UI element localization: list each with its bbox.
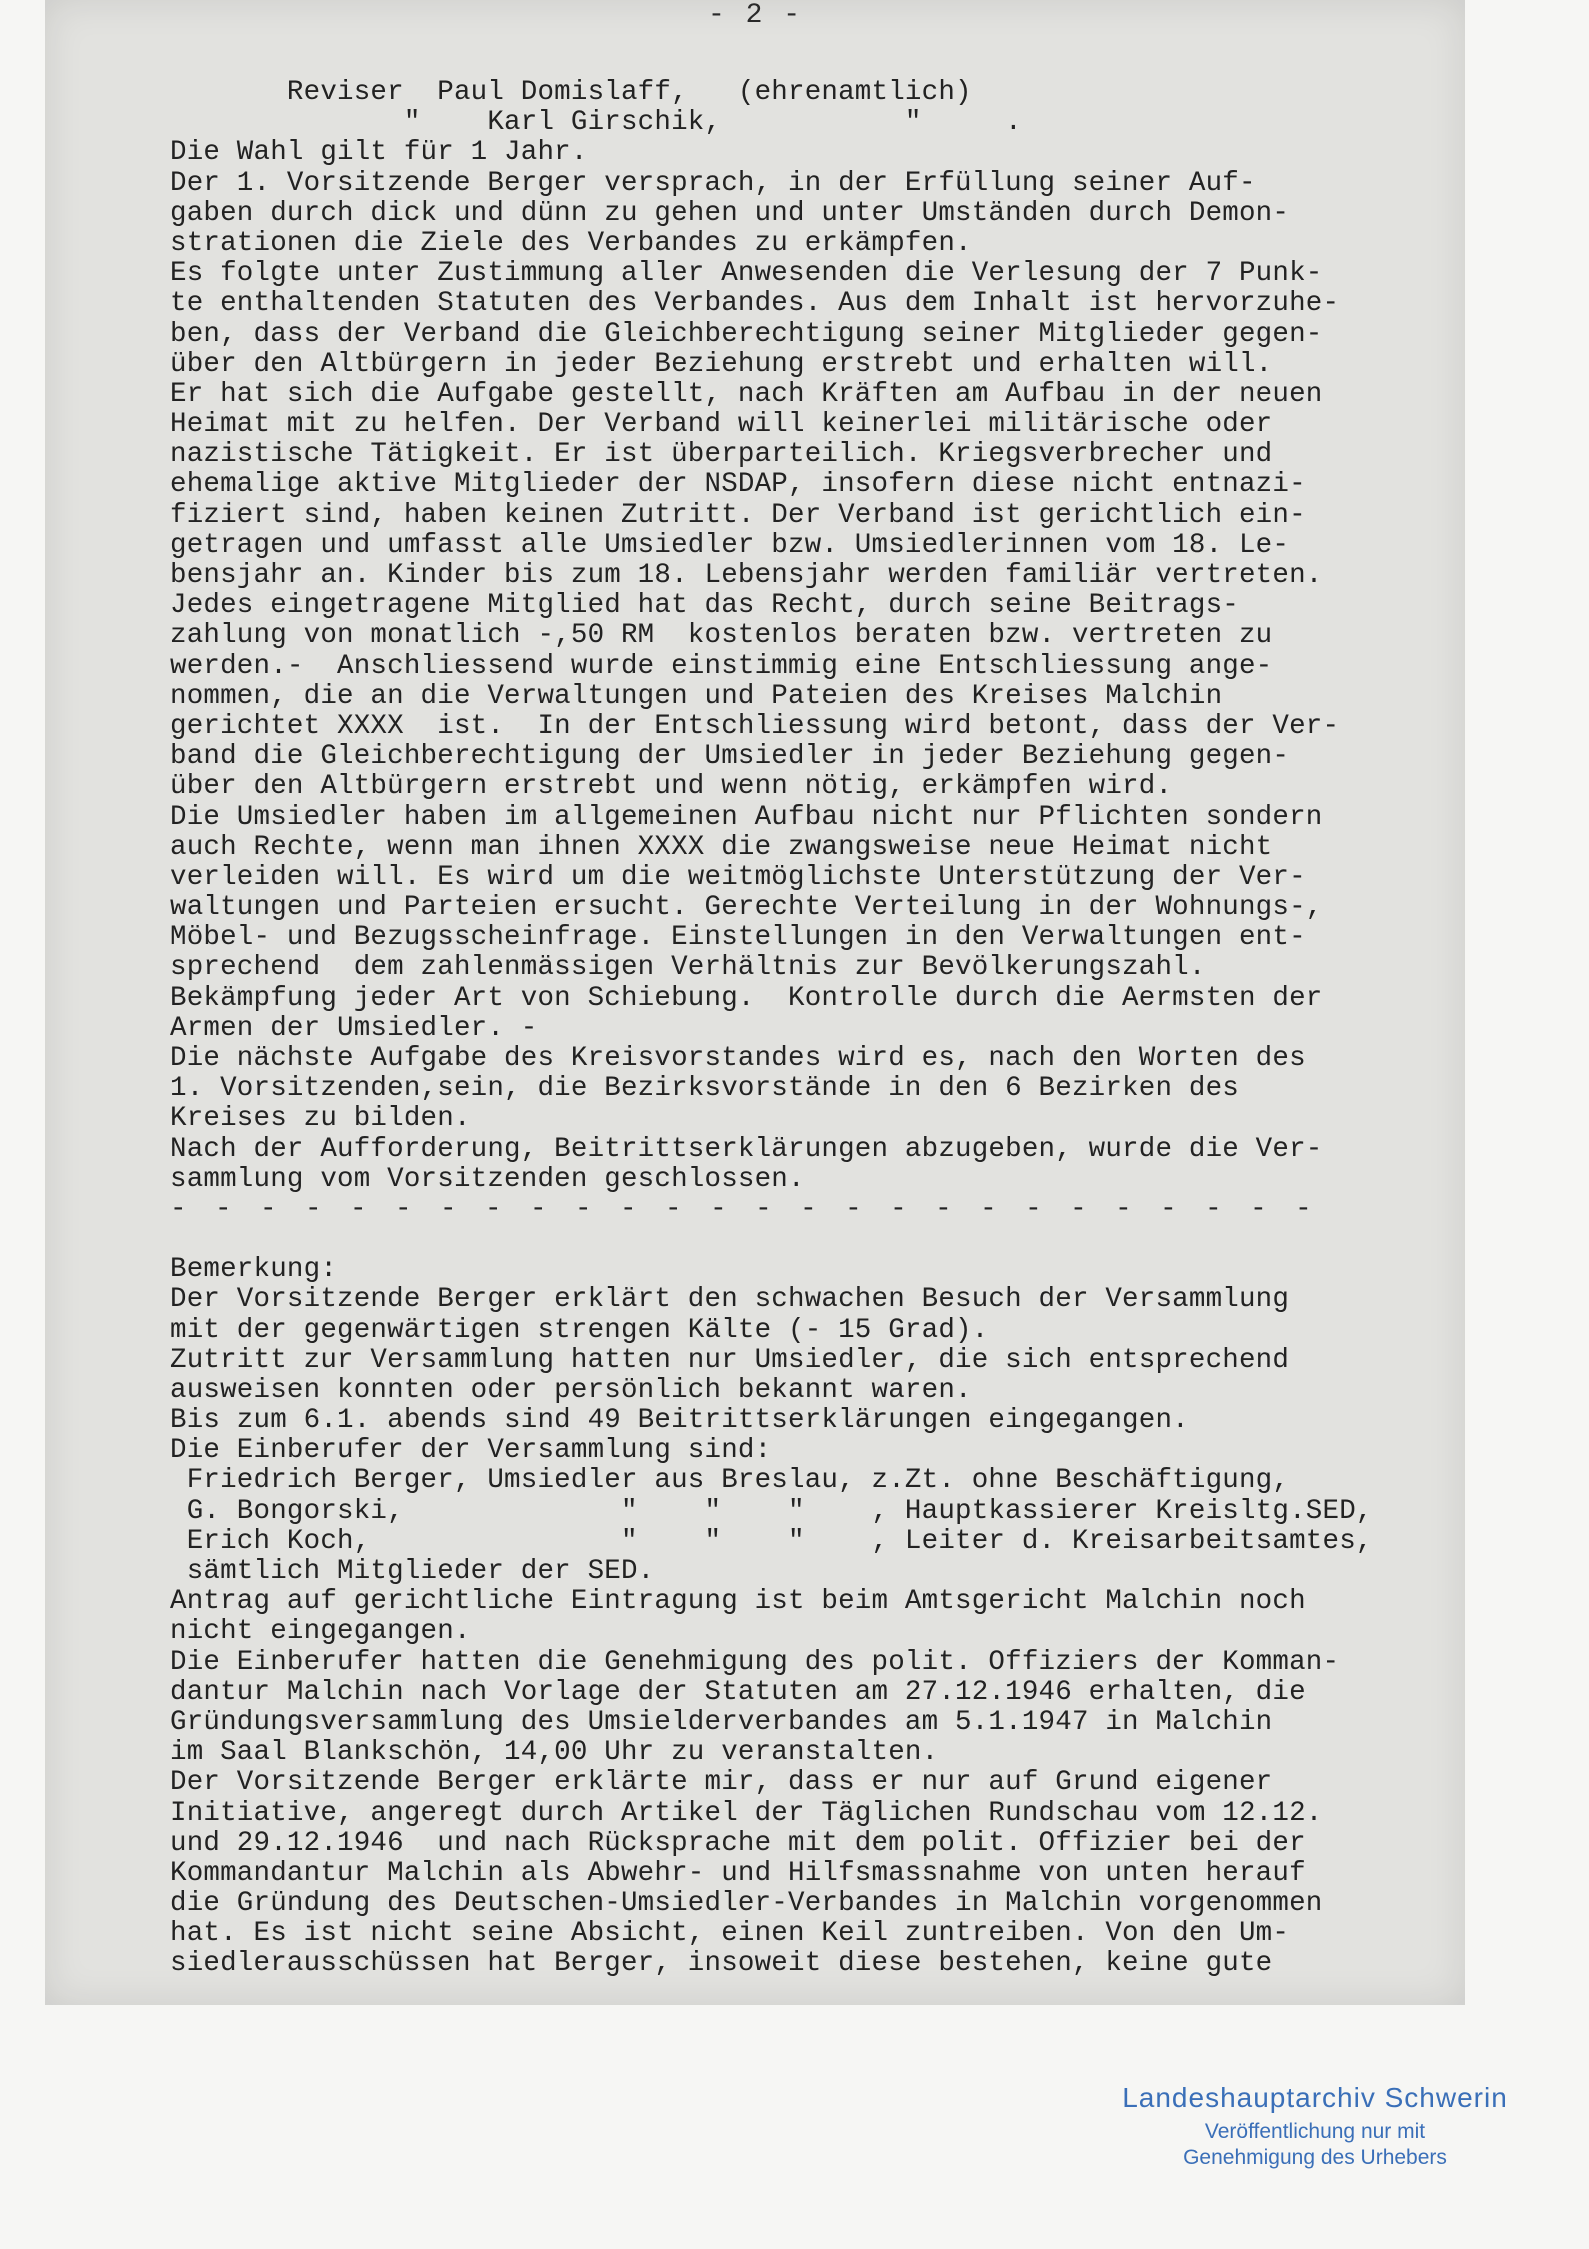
document-sheet	[45, 0, 1465, 2005]
text-line: Erich Koch, " " " , Leiter d. Kreisarbeitsamtes,	[170, 1525, 1373, 1557]
text-line: sämtlich Mitglieder der SED.	[170, 1556, 655, 1587]
text-line: sprechend dem zahlenmässigen Verhältnis zur Bevölkerungszahl.	[170, 952, 1206, 984]
paragraph-remark	[170, 1255, 1450, 1980]
text-line: Er hat sich die Aufgabe gestellt, nach Kräften am Aufbau in der neuen	[170, 378, 1323, 410]
text-line: Initiative, angeregt durch Artikel der Täglichen Rundschau vom 12.12.	[170, 1797, 1323, 1829]
text-line: Kommandantur Malchin als Abwehr- und Hilfsmassnahme von unten herauf	[170, 1857, 1306, 1889]
text-line: Die Einberufer der Versammlung sind:	[170, 1435, 772, 1467]
text-line: und 29.12.1946 und nach Rücksprache mit dem polit. Offizier bei der	[170, 1827, 1306, 1859]
text-line: über den Altbürgern erstrebt und wenn nötig, erkämpfen wird.	[170, 771, 1173, 803]
text-line: Die Einberufer hatten die Genehmigung des polit. Offiziers der Komman-	[170, 1646, 1340, 1678]
text-line: Möbel- und Bezugsscheinfrage. Einstellungen in den Verwaltungen ent-	[170, 922, 1306, 954]
text-line: ehemalige aktive Mitglieder der NSDAP, insofern diese nicht entnazi-	[170, 469, 1306, 501]
text-line: waltungen und Parteien ersucht. Gerechte Verteilung in der Wohnungs-,	[170, 892, 1323, 924]
text-line: Nach der Aufforderung, Beitrittserklärungen abzugeben, wurde die Ver-	[170, 1133, 1323, 1165]
text-line: dantur Malchin nach Vorlage der Statuten am 27.12.1946 erhalten, die	[170, 1676, 1306, 1708]
stamp-line-archive: Landeshauptarchiv Schwerin	[1122, 2082, 1508, 2113]
text-line: Heimat mit zu helfen. Der Verband will keinerlei militärische oder	[170, 409, 1273, 441]
text-line: getragen und umfasst alle Umsiedler bzw. Umsiedlerinnen vom 18. Le-	[170, 529, 1290, 561]
paragraph-gap	[170, 1225, 1450, 1255]
text-line: Kreises zu bilden.	[170, 1103, 471, 1135]
text-line: te enthaltenden Statuten des Verbandes. Aus dem Inhalt ist hervorzuhe-	[170, 288, 1340, 320]
text-line: ausweisen konnten oder persönlich bekannt waren.	[170, 1374, 972, 1406]
text-line: mit der gegenwärtigen strengen Kälte (- 15 Grad).	[170, 1314, 989, 1346]
text-line: Die nächste Aufgabe des Kreisvorstandes wird es, nach den Worten des	[170, 1043, 1306, 1074]
text-line: nicht eingegangen.	[170, 1616, 471, 1648]
page-number: - 2 -	[707, 0, 802, 31]
text-line: Der Vorsitzende Berger erklärte mir, dass er nur auf Grund eigener	[170, 1767, 1273, 1799]
text-line: gaben durch dick und dünn zu gehen und unter Umständen durch Demon-	[170, 197, 1290, 229]
text-line: ben, dass der Verband die Gleichberechtigung seiner Mitglieder gegen-	[170, 318, 1323, 350]
text-line: zahlung von monatlich -,50 RM kostenlos beraten bzw. vertreten zu	[170, 620, 1273, 652]
text-line: Bis zum 6.1. abends sind 49 Beitrittserklärungen eingegangen.	[170, 1405, 1189, 1437]
text-line: 1. Vorsitzenden,sein, die Bezirksvorstände in den 6 Bezirken des	[170, 1073, 1239, 1105]
text-line: nazistische Tätigkeit. Er ist überparteilich. Kriegsverbrecher und	[170, 439, 1273, 471]
text-line: Gründungsversammlung des Umsielderverbandes am 5.1.1947 in Malchin	[170, 1706, 1273, 1738]
text-line: sammlung vom Vorsitzenden geschlossen.	[170, 1163, 805, 1195]
text-line: Die Wahl gilt für 1 Jahr.	[170, 137, 588, 169]
text-line: nommen, die an die Verwaltungen und Pateien des Kreises Malchin	[170, 680, 1223, 712]
text-line: Bemerkung:	[170, 1254, 338, 1286]
text-line: Reviser Paul Domislaff, (ehrenamtlich)	[170, 77, 972, 108]
text-line: band die Gleichberechtigung der Umsiedler in jeder Beziehung gegen-	[170, 741, 1290, 773]
text-line: " Karl Girschik, " .	[170, 107, 1022, 139]
text-line: im Saal Blankschön, 14,00 Uhr zu veranstalten.	[170, 1737, 939, 1769]
text-line: Der 1. Vorsitzende Berger versprach, in der Erfüllung seiner Auf-	[170, 167, 1256, 199]
text-line: gerichtet XXXX ist. In der Entschliessung wird betont, dass der Ver-	[170, 710, 1340, 742]
text-line: auch Rechte, wenn man ihnen XXXX die zwangsweise neue Heimat nicht	[170, 831, 1273, 863]
text-line: fiziert sind, haben keinen Zutritt. Der Verband ist gerichtlich ein-	[170, 499, 1306, 531]
text-line: Armen der Umsiedler. -	[170, 1012, 538, 1044]
paragraph-main	[170, 78, 1450, 1195]
text-line: G. Bongorski, " " " , Hauptkassierer Kreisltg.SED,	[170, 1495, 1373, 1527]
text-line: Friedrich Berger, Umsiedler aus Breslau, z.Zt. ohne Beschäftigung,	[170, 1465, 1290, 1497]
stamp-line-permission: Genehmigung des Urhebers	[1183, 2146, 1447, 2169]
text-line: hat. Es ist nicht seine Absicht, einen Keil zuntreiben. Von den Um-	[170, 1918, 1290, 1950]
text-line: Bekämpfung jeder Art von Schiebung. Kontrolle durch die Aermsten der	[170, 982, 1323, 1014]
text-line: die Gründung des Deutschen-Umsiedler-Verbandes in Malchin vorgenommen	[170, 1888, 1323, 1920]
separator-line: - - - - - - - - - - - - - - - - - - - - - - - - - -	[170, 1193, 1318, 1225]
text-line: Der Vorsitzende Berger erklärt den schwachen Besuch der Versammlung	[170, 1284, 1290, 1316]
stamp-line-publication: Veröffentlichung nur mit	[1204, 2120, 1426, 2143]
text-line: Die Umsiedler haben im allgemeinen Aufbau nicht nur Pflichten sondern	[170, 801, 1323, 833]
text-line: werden.- Anschliessend wurde einstimmig eine Entschliessung ange-	[170, 650, 1273, 682]
text-line: Antrag auf gerichtliche Eintragung ist beim Amtsgericht Malchin noch	[170, 1586, 1306, 1618]
text-line: bensjahr an. Kinder bis zum 18. Lebensjahr werden familiär vertreten.	[170, 560, 1323, 591]
text-line: Zutritt zur Versammlung hatten nur Umsiedler, die sich entsprechend	[170, 1344, 1290, 1376]
text-line: strationen die Ziele des Verbandes zu erkämpfen.	[170, 227, 972, 259]
text-line: verleiden will. Es wird um die weitmöglichste Unterstützung der Ver-	[170, 861, 1306, 893]
archive-stamp	[1100, 2082, 1530, 2170]
text-line: siedlerausschüssen hat Berger, insoweit diese bestehen, keine gute	[170, 1948, 1273, 1980]
text-line: Jedes eingetragene Mitglied hat das Recht, durch seine Beitrags-	[170, 590, 1239, 622]
text-line: Es folgte unter Zustimmung aller Anwesenden die Verlesung der 7 Punk-	[170, 258, 1323, 290]
document-body	[170, 78, 1450, 1980]
text-line: über den Altbürgern in jeder Beziehung erstrebt und erhalten will.	[170, 348, 1273, 380]
